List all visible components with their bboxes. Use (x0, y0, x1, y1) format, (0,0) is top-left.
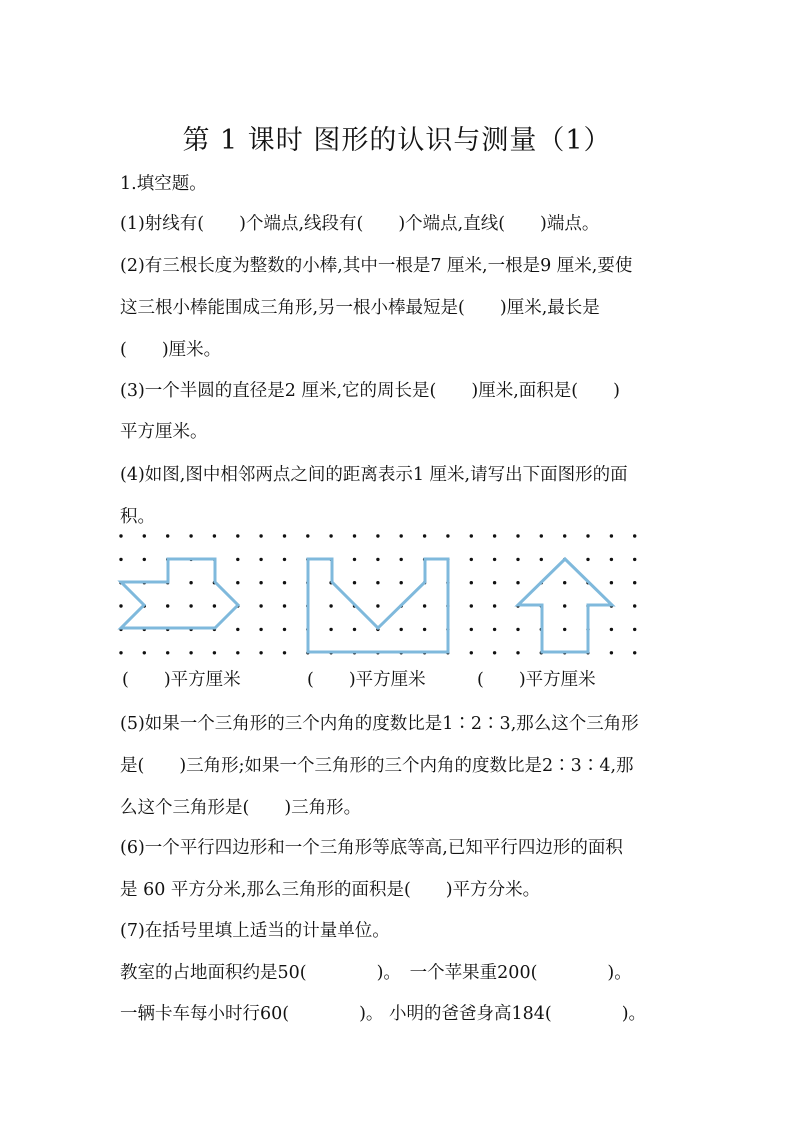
question-5-line-1: (5)如果一个三角形的三个内角的度数比是1∶2∶3,那么这个三角形 (120, 714, 639, 734)
page-title: 第 1 课时 图形的认识与测量（1） (182, 125, 612, 156)
grid-dot (610, 651, 613, 654)
grid-dot (633, 534, 636, 537)
grid-dot (236, 628, 239, 631)
grid-dot (213, 534, 216, 537)
grid-dot (423, 534, 426, 537)
grid-dot (119, 604, 122, 607)
grid-dot (376, 534, 379, 537)
grid-dot (119, 534, 122, 537)
grid-dot (493, 558, 496, 561)
grid-dot (259, 651, 262, 654)
question-2-line-1: (2)有三根长度为整数的小棒,其中一根是7 厘米,一根是9 厘米,要使 (120, 256, 633, 276)
grid-dot (283, 604, 286, 607)
grid-dot (540, 558, 543, 561)
grid-dot (516, 628, 519, 631)
grid-dot (470, 651, 473, 654)
grid-dot (610, 534, 613, 537)
question-7-heading: (7)在括号里填上适当的计量单位。 (120, 921, 390, 941)
figure-1-answer-label: ( )平方厘米 (122, 670, 241, 690)
grid-dot (470, 581, 473, 584)
grid-dot (586, 558, 589, 561)
grid-dot (283, 628, 286, 631)
grid-dot (516, 581, 519, 584)
question-7-line-1: 教室的占地面积约是50( )。 一个苹果重200( )。 (120, 963, 632, 983)
grid-dot (516, 558, 519, 561)
grid-dot (400, 628, 403, 631)
grid-dot (540, 534, 543, 537)
grid-dot (189, 604, 192, 607)
grid-dot (166, 651, 169, 654)
grid-dot (563, 534, 566, 537)
grid-dot (470, 604, 473, 607)
grid-dot (353, 628, 356, 631)
grid-dot (353, 581, 356, 584)
grid-dot (423, 604, 426, 607)
grid-dot (353, 534, 356, 537)
shape-arrow-left-figure (121, 559, 238, 628)
grid-dot (516, 534, 519, 537)
grid-dot (306, 534, 309, 537)
grid-dot (493, 628, 496, 631)
grid-dot (166, 604, 169, 607)
grid-dot (610, 581, 613, 584)
grid-dot (493, 581, 496, 584)
grid-dot (213, 604, 216, 607)
grid-dot (329, 628, 332, 631)
grid-dot (353, 558, 356, 561)
grid-dot (400, 558, 403, 561)
grid-dot (633, 628, 636, 631)
question-4-line-2: 积。 (120, 507, 155, 527)
grid-dot (283, 558, 286, 561)
grid-dot (143, 651, 146, 654)
grid-dot (143, 558, 146, 561)
grid-dot (119, 558, 122, 561)
grid-dot (259, 604, 262, 607)
question-heading: 1.填空题。 (120, 174, 207, 194)
grid-dot (259, 628, 262, 631)
grid-dot (236, 581, 239, 584)
grid-dot (563, 628, 566, 631)
grid-dot (143, 534, 146, 537)
grid-dot (376, 581, 379, 584)
grid-dot (470, 534, 473, 537)
grid-dot (236, 534, 239, 537)
question-6-line-2: 是 60 平方分米,那么三角形的面积是( )平方分米。 (120, 880, 541, 900)
question-2-line-2: 这三根小棒能围成三角形,另一根小棒最短是( )厘米,最长是 (120, 298, 600, 318)
grid-dot (259, 581, 262, 584)
grid-dot (633, 604, 636, 607)
question-7-line-2: 一辆卡车每小时行60( )。 小明的爸爸身高184( )。 (120, 1004, 647, 1024)
grid-dot (236, 651, 239, 654)
grid-dot (283, 651, 286, 654)
grid-dot (470, 558, 473, 561)
grid-dot (470, 628, 473, 631)
grid-dot (213, 651, 216, 654)
grid-dot (259, 558, 262, 561)
grid-dot (446, 534, 449, 537)
question-1: (1)射线有( )个端点,线段有( )个端点,直线( )端点。 (120, 214, 600, 234)
grid-dot (329, 534, 332, 537)
grid-dot (493, 651, 496, 654)
grid-dot (189, 581, 192, 584)
grid-dot (563, 604, 566, 607)
grid-dot (166, 534, 169, 537)
grid-dot (400, 581, 403, 584)
grid-dot (586, 534, 589, 537)
grid-dot (610, 628, 613, 631)
grid-dot (119, 651, 122, 654)
grid-dot (329, 604, 332, 607)
grid-dot (400, 534, 403, 537)
question-6-line-1: (6)一个平行四边形和一个三角形等底等高,已知平行四边形的面积 (120, 838, 623, 858)
question-3-line-1: (3)一个半圆的直径是2 厘米,它的周长是( )厘米,面积是( ) (120, 381, 620, 401)
grid-dot (283, 534, 286, 537)
grid-dot (633, 558, 636, 561)
grid-dot (189, 651, 192, 654)
question-5-line-3: 么这个三角形是( )三角形。 (120, 798, 362, 818)
grid-dot (259, 534, 262, 537)
grid-dot (423, 628, 426, 631)
grid-dot (189, 534, 192, 537)
grid-dot (376, 604, 379, 607)
question-4-line-1: (4)如图,图中相邻两点之间的距离表示1 厘米,请写出下面图形的面 (120, 465, 628, 485)
grid-dot (493, 534, 496, 537)
grid-dot (236, 558, 239, 561)
grid-dot (376, 558, 379, 561)
grid-dot (633, 651, 636, 654)
grid-dot (283, 581, 286, 584)
figure-3-answer-label: ( )平方厘米 (477, 670, 596, 690)
question-5-line-2: 是( )三角形;如果一个三角形的三个内角的度数比是2∶3∶4,那 (120, 756, 634, 776)
grid-dot (633, 581, 636, 584)
grid-dot (563, 581, 566, 584)
question-2-line-3: ( )厘米。 (120, 340, 222, 360)
grid-dot (610, 558, 613, 561)
figure-2-answer-label: ( )平方厘米 (307, 670, 426, 690)
question-3-line-2: 平方厘米。 (120, 422, 208, 442)
grid-dot (493, 604, 496, 607)
dot-grid (119, 534, 636, 654)
grid-dot (516, 651, 519, 654)
